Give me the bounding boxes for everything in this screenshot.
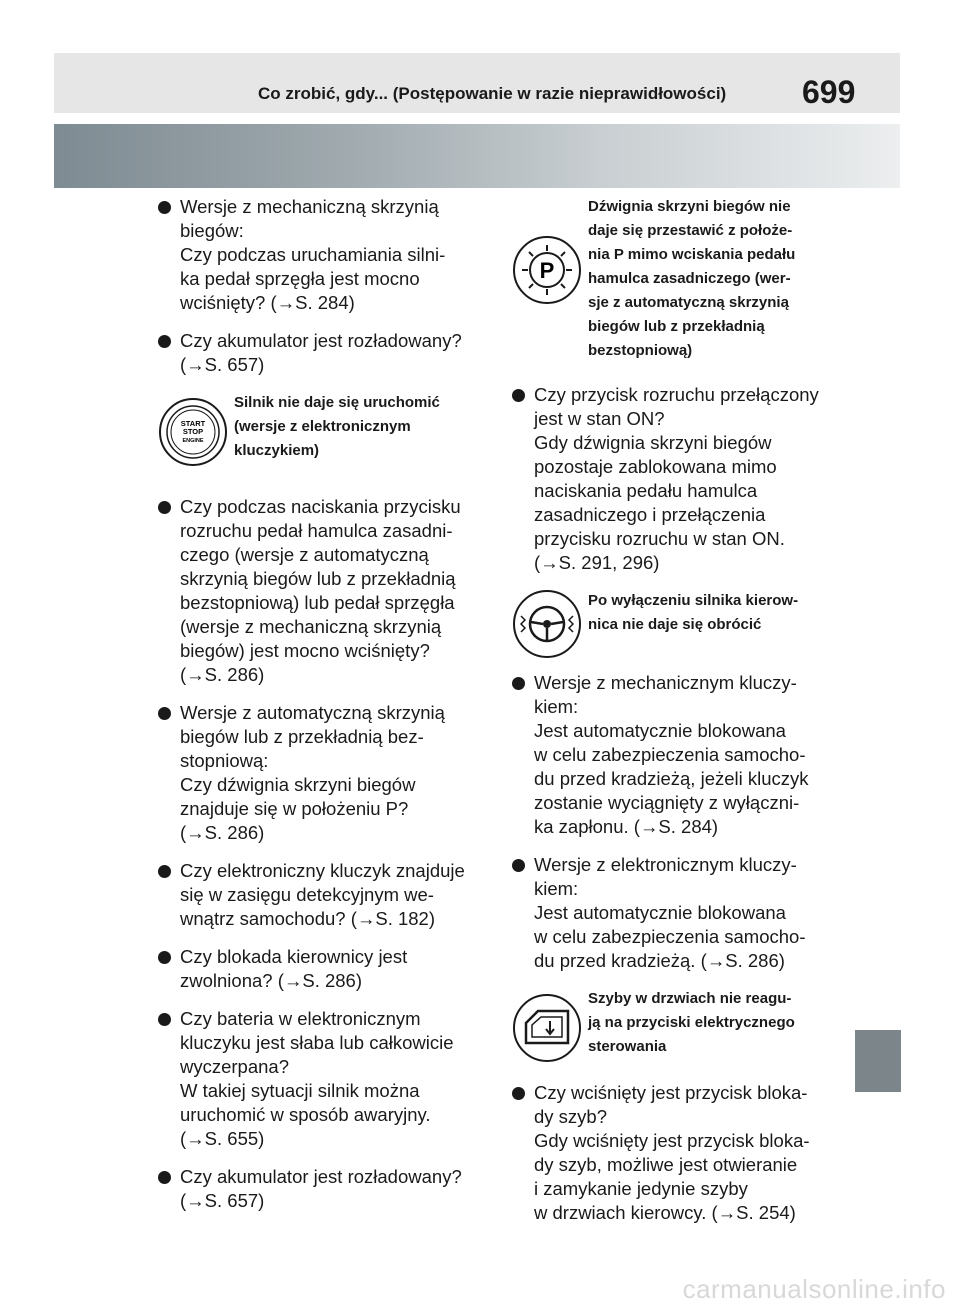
bullet-icon [158,501,171,514]
section-banner [54,124,900,188]
start-stop-engine-icon [158,397,228,467]
bullet-icon [158,335,171,348]
list-item-text: Czy bateria w elektronicznym kluczyku jest słaba lub całkowicie wyczerpana? W takiej sytuacji silnik można uruchomić w sposób awaryjny. (→S. 655) [180,1008,454,1149]
right-column [512,195,842,1239]
list-item-text: Czy akumulator jest rozładowany? (→S. 657) [180,330,462,375]
section-heading-shift-lock [512,195,842,371]
bullet-icon [158,201,171,214]
bullet-icon [512,677,525,690]
list-item-text: Wersje z elektronicznym kluczy- kiem: Jest automatycznie blokowana w celu zabezpieczenia samocho- du przed kradzieżą. (→S. 286) [534,854,806,971]
list-item-text: Czy blokada kierownicy jest zwolniona? (→S. 286) [180,946,408,991]
list-item [512,671,842,839]
list-item-text: Wersje z mechaniczną skrzynią biegów: Czy podczas uruchamiania silni- ka pedał sprzęgła jest mocno wciśnięty? (→S. 284) [180,196,446,313]
list-item-text: Czy podczas naciskania przycisku rozruchu pedał hamulca zasadni- czego (wersje z automatyczną skrzynią biegów lub z przekładnią bezstopniową) lub pedał sprzęgła (wersje z mechaniczną skrzynią biegów) jest mocno wciśnięty? (→S. 286) [180,496,461,685]
list-item-text: Czy elektroniczny kluczyk znajduje się w zasięgu detekcyjnym we- wnątrz samochodu? (→S. 182) [180,860,465,929]
icon-label: START [180,419,206,428]
list-item [158,945,478,993]
left-column [158,195,478,1227]
list-item [158,495,478,687]
bullet-icon [512,389,525,402]
page-number: 699 [802,74,856,110]
icon-label: P [539,258,555,283]
section-title: Dźwignia skrzyni biegów nie daje się przestawić z położe- nia P mimo wciskania pedału hamulca zasadniczego (wer- sje z automatyczną skrzynią biegów lub z przekładnią bezstopniową) [588,198,796,359]
bullet-icon [158,1171,171,1184]
chapter-tab [855,1030,901,1092]
list-item-text: Wersje z mechanicznym kluczy- kiem: Jest automatycznie blokowana w celu zabezpieczenia samocho- du przed kradzieżą, jeżeli kluczyk zostanie wyciągnięty z wyłączni- ka zapłonu. (→S. 284) [534,672,809,837]
list-item [512,383,842,575]
list-item-text: Czy przycisk rozruchu przełączony jest w stan ON? Gdy dźwignia skrzyni biegów pozostaje zablokowana mimo naciskania pedału hamulca zasadniczego i przełączenia przycisku rozruchu w stan ON. (→S. 291, 296) [534,384,819,573]
section-title: Po wyłączeniu silnika kierow- nica nie daje się obrócić [588,592,799,633]
watermark: carmanualsonline.info [682,1274,946,1304]
list-item [512,853,842,973]
bullet-icon [512,1087,525,1100]
icon-label: STOP [182,427,204,436]
steering-wheel-lock-icon [512,589,582,659]
list-item-text: Czy akumulator jest rozładowany? (→S. 657) [180,1166,462,1211]
list-item [158,1007,478,1151]
list-item [512,1081,842,1225]
bullet-icon [158,707,171,720]
bullet-icon [512,859,525,872]
list-item [158,701,478,845]
bullet-icon [158,951,171,964]
power-window-icon [512,993,582,1063]
section-title: Szyby w drzwiach nie reagu- ją na przyciski elektrycznego sterowania [588,990,795,1055]
section-heading-window [512,987,842,1069]
bullet-icon [158,865,171,878]
shift-lock-gear-p-icon [512,235,582,305]
list-item [158,859,478,931]
header-bar [54,53,900,113]
page-header-title: Co zrobić, gdy... (Postępowanie w razie nieprawidłowości) [258,84,727,103]
bullet-icon [158,1013,171,1026]
list-item [158,195,478,315]
list-item [158,1165,478,1213]
section-title: Silnik nie daje się uruchomić (wersje z elektronicznym kluczykiem) [234,394,440,459]
list-item-text: Czy wciśnięty jest przycisk bloka- dy szyb? Gdy wciśnięty jest przycisk bloka- dy szyb, możliwe jest otwieranie i zamykanie jedynie szyby w drzwiach kierowcy. (→S. 254) [534,1082,810,1223]
list-item [158,329,478,377]
section-heading-engine [158,391,478,483]
icon-label: ENGINE [182,438,204,444]
list-item-text: Wersje z automatyczną skrzynią biegów lub z przekładnią bez- stopniową: Czy dźwignia skrzyni biegów znajduje się w położeniu P? (→S. 286) [180,702,445,843]
section-heading-steering [512,589,842,659]
